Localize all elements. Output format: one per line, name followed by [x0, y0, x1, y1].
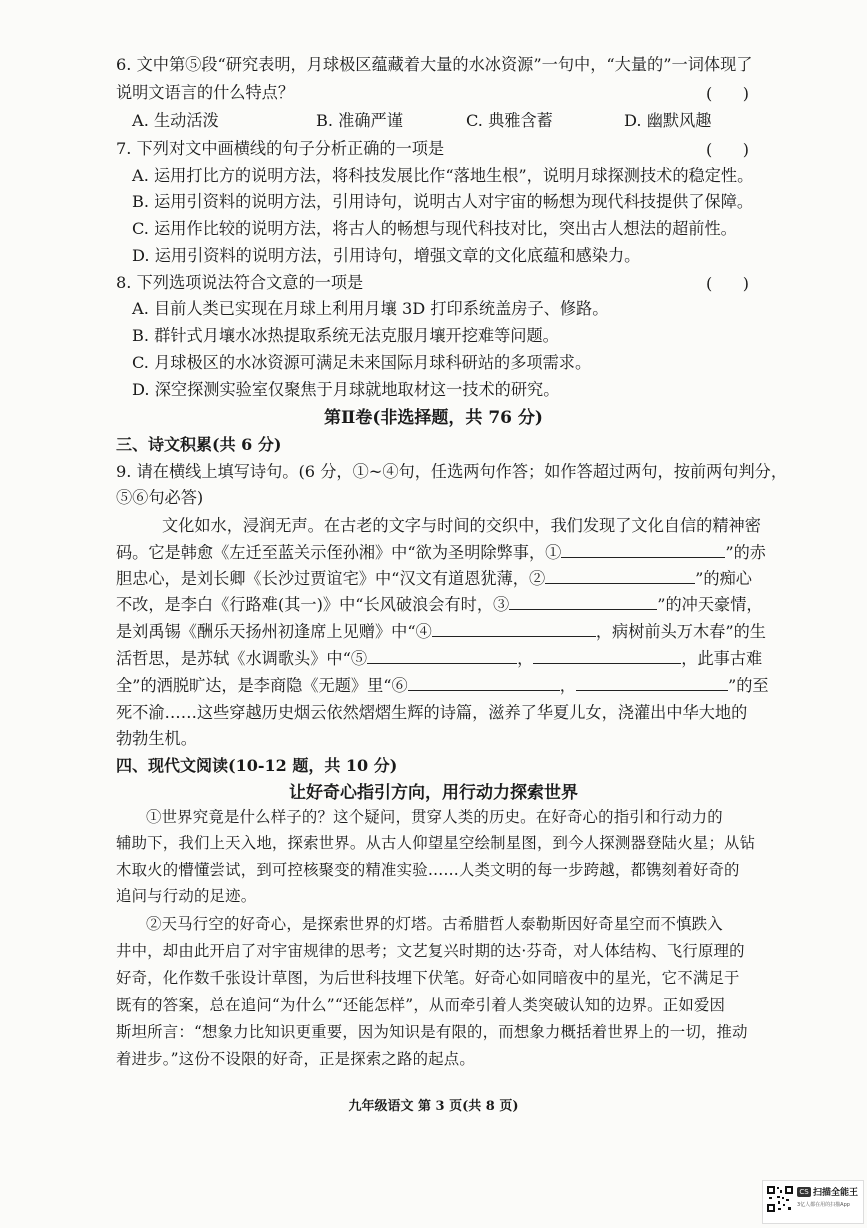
part2-title: 第Ⅱ卷(非选择题，共 76 分) — [324, 408, 543, 428]
qr-code-icon — [766, 1185, 794, 1213]
q9-text: ，病树前头万木春”的生 — [595, 622, 766, 641]
q9-blank-6b[interactable] — [576, 676, 728, 691]
q8-option-a: A. 目前人类已实现在月球上利用月壤 3D 打印系统盖房子、修路。 — [132, 299, 609, 318]
q9-text: ，此事古难 — [681, 649, 763, 668]
q9-stem-line1: 9. 请在横线上填写诗句。(6 分，①~④句，任选两句作答；如作答超过两句，按前两句判分， — [116, 462, 788, 481]
q8-option-b: B. 群针式月壤水冰热提取系统无法克服月壤开挖难等问题。 — [132, 326, 559, 345]
q7-option-c: C. 运用作比较的说明方法，将古人的畅想与现代科技对比，突出古人想法的超前性。 — [132, 219, 737, 238]
scanner-watermark — [762, 1180, 864, 1224]
q6-stem-line1: 6. 文中第⑤段“研究表明，月球极区蕴藏着大量的水冰资源”一句中，“大量的”一词体现了 — [116, 55, 753, 74]
q6-stem-line2: 说明文语言的什么特点？ — [116, 83, 295, 102]
q6-option-b: B. 准确严谨 — [316, 111, 403, 130]
page-footer: 九年级语文 第 3 页(共 8 页) — [348, 1099, 519, 1114]
reading-para2-line: 着进步。”这份不设限的好奇，正是探索之路的起点。 — [116, 1050, 475, 1068]
q9-text: 是刘禹锡《酬乐天扬州初逢席上见赠》中“④ — [116, 622, 432, 641]
q8-answer-paren: ( ) — [706, 274, 749, 293]
q9-blank-1[interactable] — [561, 543, 725, 558]
reading-title: 让好奇心指引方向，用行动力探索世界 — [289, 783, 578, 803]
q6-option-d: D. 幽默风趣 — [624, 111, 712, 130]
q9-passage-line — [116, 594, 763, 616]
q7-option-a: A. 运用打比方的说明方法，将科技发展比作“落地生根”，说明月球探测技术的稳定性。 — [132, 166, 754, 185]
q7-option-d: D. 运用引资料的说明方法，引用诗句，增强文章的文化底蕴和感染力。 — [132, 246, 641, 265]
reading-para1-line: 追问与行动的足迹。 — [116, 887, 257, 905]
reading-para1-line: 辅助下，我们上天入地，探索世界。从古人仰望星空绘制星图，到今人探测器登陆火星；从钻 — [116, 834, 756, 852]
q9-text: ， — [559, 676, 576, 695]
q9-text: 码。它是韩愈《左迁至蓝关示侄孙湘》中“欲为圣明除弊事，① — [116, 543, 562, 562]
q8-option-c: C. 月球极区的水冰资源可满足未来国际月球科研站的多项需求。 — [132, 353, 592, 372]
q9-passage-line — [116, 542, 766, 564]
scanner-subtitle: 3亿人都在用的扫描App — [797, 1202, 850, 1208]
q9-stem-line2: ⑤⑥句必答) — [116, 488, 204, 507]
q9-text: ”的至 — [727, 676, 769, 695]
q9-text: 活哲思，是苏轼《水调歌头》中“⑤ — [116, 649, 368, 668]
section3-heading: 三、诗文积累(共 6 分) — [116, 435, 282, 454]
q9-text: ”的赤 — [725, 543, 766, 562]
q8-option-d: D. 深空探测实验室仅聚焦于月球就地取材这一技术的研究。 — [132, 380, 560, 399]
q7-stem: 7. 下列对文中画横线的句子分析正确的一项是 — [116, 139, 445, 158]
q9-blank-4[interactable] — [432, 622, 596, 637]
reading-para2-line: 斯坦所言：“想象力比知识更重要，因为知识是有限的，而想象力概括着世界上的一切，推动 — [116, 1023, 748, 1041]
q9-blank-6a[interactable] — [408, 676, 560, 691]
q9-text: ”的痴心 — [695, 569, 752, 588]
reading-para2-line: 井中，却由此开启了对宇宙规律的思考；文艺复兴时期的达·芬奇，对人体结构、飞行原理的 — [116, 942, 745, 960]
q7-option-b: B. 运用引资料的说明方法，引用诗句，说明古人对宇宙的畅想为现代科技提供了保障。 — [132, 192, 754, 211]
q9-text: 不改，是李白《行路难(其一)》中“长风破浪会有时，③ — [116, 595, 510, 614]
q6-option-c: C. 典雅含蓄 — [466, 111, 553, 130]
q9-passage-line: 死不渝……这些穿越历史烟云依然熠熠生辉的诗篇，滋养了华夏儿女，浇灌出中华大地的 — [116, 703, 748, 722]
section4-heading: 四、现代文阅读(10-12 题，共 10 分) — [116, 756, 398, 775]
reading-para2-line: 好奇，化作数千张设计草图，为后世科技埋下伏笔。好奇心如同暗夜中的星光，它不满足于 — [116, 969, 740, 987]
q9-text: 全”的洒脱旷达，是李商隐《无题》里“⑥ — [116, 676, 408, 695]
q7-answer-paren: ( ) — [706, 140, 749, 159]
q9-text: 胆忠心，是刘长卿《长沙过贾谊宅》中“汉文有道恩犹薄，② — [116, 569, 546, 588]
q9-passage-line: 勃勃生机。 — [116, 729, 197, 748]
scanner-name: 扫描全能王 — [813, 1188, 859, 1198]
q9-passage-line — [116, 568, 752, 590]
reading-para2-line: 既有的答案，总在追问“为什么”“还能怎样”，从而牵引着人类突破认知的边界。正如爱因 — [116, 996, 726, 1014]
q9-blank-3[interactable] — [509, 595, 657, 610]
reading-para1-line: 木取火的懵懂尝试，到可控核聚变的精准实验……人类文明的每一步跨越，都镌刻着好奇的 — [116, 861, 740, 879]
q6-option-a: A. 生动活泼 — [132, 111, 219, 130]
q9-passage-line — [116, 621, 766, 643]
q9-blank-2[interactable] — [545, 569, 695, 584]
q9-blank-5b[interactable] — [533, 649, 681, 664]
reading-para2-line: ②天马行空的好奇心，是探索世界的灯塔。古希腊哲人泰勒斯因好奇星空而不慎跌入 — [146, 915, 723, 933]
q9-passage-line — [116, 675, 769, 697]
q9-text: ， — [517, 649, 534, 668]
scanner-logo-icon: CS — [797, 1187, 811, 1197]
q6-answer-paren: ( ) — [706, 84, 749, 103]
q9-passage-line — [116, 648, 762, 670]
reading-para1-line: ①世界究竟是什么样子的？这个疑问，贯穿人类的历史。在好奇心的指引和行动力的 — [146, 808, 723, 826]
q9-passage-line: 文化如水，浸润无声。在古老的文字与时间的交织中，我们发现了文化自信的精神密 — [162, 516, 761, 535]
q9-text: ”的冲天豪情， — [657, 595, 763, 614]
q8-stem: 8. 下列选项说法符合文意的一项是 — [116, 273, 364, 292]
q9-blank-5a[interactable] — [367, 649, 517, 664]
